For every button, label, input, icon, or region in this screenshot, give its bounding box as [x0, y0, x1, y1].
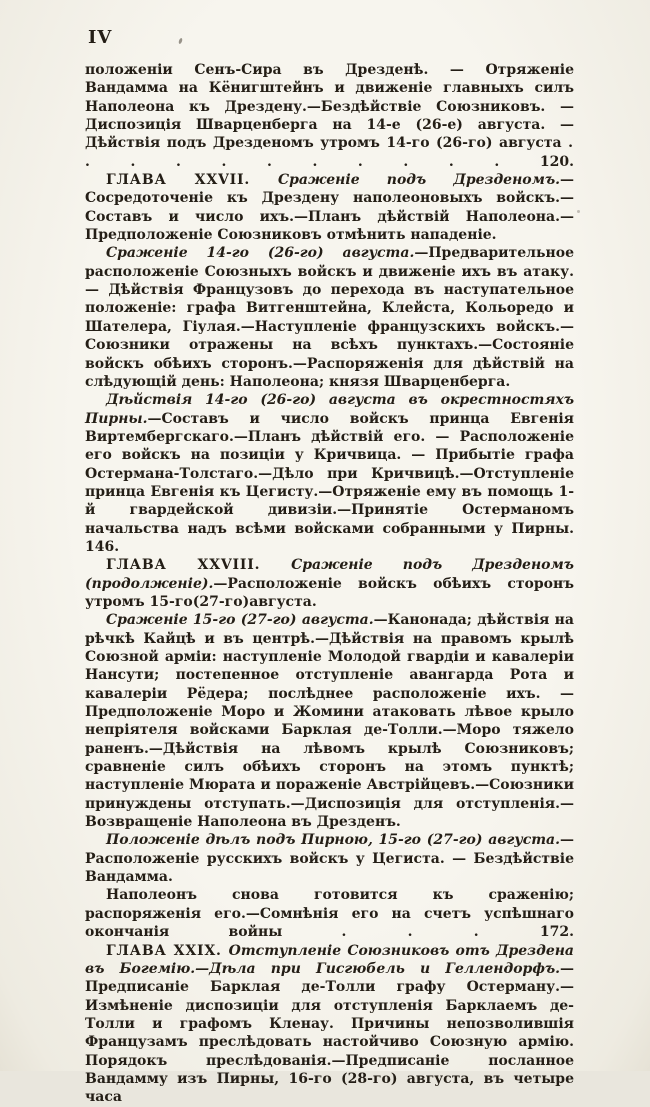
toc-entry-srazhenie-15 — [85, 611, 574, 831]
toc-entry-srazhenie-14 — [85, 244, 574, 391]
entry-text: —Предписаніе Барклая де-Толли графу Остерману.—Измѣненіе диспозиціи для отступленія Барклаемъ де-Толли и графомъ Кленау. Причины непозволившія Французамъ преслѣдовать настойчиво Союзную армію. Порядокъ преслѣдованія.—Предписаніе посланное Вандамму изъ Пирны, 16-го (28-го) августа, въ четыре часа — [85, 961, 574, 1105]
chapter-label: ГЛАВА XXVII. — [106, 172, 278, 188]
page-number: IV — [88, 27, 112, 48]
entry-text: —Сосредоточеніе къ Дрездену наполеоновыхъ войскъ.—Составъ и число ихъ.—Планъ дѣйствій Наполеона.—Предположеніе Союзниковъ отмѣнить нападеніе. — [85, 172, 574, 243]
entry-text: —Составъ и число войскъ принца Евгенія Виртембергскаго.—Планъ дѣйствій его. — Расположеніе его войскъ на позиціи у Кричвица. — Прибытіе графа Остермана-Толстаго.—Дѣло при Кричвицѣ.—Отступленіе принца Евгенія къ Цегисту.—Отряженіе ему въ помощь 1-й гвардейской дивизіи.—Принятіе Остерманомъ начальства надъ всѣми войсками собранными у Пирны. — [85, 411, 574, 537]
page-ref: 146. — [85, 539, 119, 555]
page-ref: 172. — [540, 924, 574, 940]
entry-title: Отступленіе Союзниковъ отъ Дрездена въ Богемію.—Дѣла при Гисгюбель и Геллендорфъ. — [85, 943, 574, 977]
table-of-contents — [85, 61, 574, 1107]
toc-entry-deystviya-14 — [85, 391, 574, 556]
entry-title: Сраженіе подъ Дрезденомъ (продолженіе). — [85, 557, 574, 591]
entry-title: Положеніе дѣлъ подъ Пирною, 15-го (27-го) августа. — [106, 832, 560, 848]
entry-text: —Предварительное расположеніе Союзныхъ войскъ и движеніе ихъ въ атаку. — Дѣйствія Французовъ до перехода въ наступательное положеніе: графа Витгенштейна, Клейста, Кольоредо и Шателера, Гіулая.—Наступленіе французскихъ войскъ.—Союзники отражены на всѣхъ пунктахъ.—Состояніе войскъ обѣихъ сторонъ.—Распоряженія для дѣйствій на слѣдующій день: Наполеона; князя Шварценберга. — [85, 245, 574, 389]
entry-text: —Расположеніе войскъ обѣихъ сторонъ утромъ 15-го(27-го)августа. — [85, 576, 574, 610]
entry-title: Сраженіе подъ Дрезденомъ. — [278, 172, 560, 188]
toc-entry-chapter-28 — [85, 556, 574, 611]
entry-text: —Расположеніе русскихъ войскъ у Цегиста. — Бездѣйствіе Вандамма. — [85, 832, 574, 885]
entry-title: Сраженіе 15-го (27-го) августа. — [106, 612, 374, 628]
ink-speck — [178, 38, 183, 45]
entry-text: положеніи Сенъ-Сира въ Дрезденѣ. — Отряженіе Вандамма на Кёнигштейнъ и движеніе главныхъ силъ Наполеона къ Дрездену.—Бездѣйствіе Союзниковъ. — Диспозиція Шварценберга на 14-е (26-е) августа. — Дѣйствія подъ Дрезденомъ утромъ 14-го (26-го) августа — [85, 62, 574, 151]
toc-entry-continuation — [85, 61, 574, 171]
toc-entry-chapter-27 — [85, 171, 574, 244]
entry-title: Сраженіе 14-го (26-го) августа. — [106, 245, 414, 261]
entry-text: —Канонада; дѣйствія на рѣчкѣ Кайцѣ и въ центрѣ.—Дѣйствія на правомъ крылѣ Союзной арміи: наступленіе Молодой гвардіи и кавалеріи Нансути; постепенное отступленіе авангарда Рота и кавалеріи Рёдера; послѣднее расположеніе ихъ. — Предположеніе Моро и Жомини атаковать лѣвое крыло непріятеля войсками Барклая де-Толли.—Моро тяжело раненъ.—Дѣйствія на лѣвомъ крылѣ Союзниковъ; сравненіе силъ обѣихъ сторонъ на этомъ пунктѣ; наступленіе Мюрата и пораженіе Австрійцевъ.—Союзники принуждены отступать.—Диспозиція для отступленія.—Возвращеніе Наполеона въ Дрезденъ. — [85, 612, 574, 830]
dot-leader: . . . . . . . . . . . — [85, 135, 574, 169]
dot-leader: . . . — [342, 924, 540, 940]
chapter-label: ГЛАВА XXVIII. — [106, 557, 291, 573]
toc-entry-polozhenie-del — [85, 831, 574, 886]
chapter-label: ГЛАВА XXIX. — [106, 943, 229, 959]
toc-entry-napoleon-snova — [85, 886, 574, 941]
entry-text: Наполеонъ снова готовится къ сраженію; распоряженія его.—Сомнѣнія его на счетъ успѣшнаго окончанія войны — [85, 887, 574, 940]
page-ref: 120. — [540, 154, 574, 170]
ink-speck — [577, 210, 580, 213]
toc-entry-chapter-29 — [85, 942, 574, 1107]
entry-title: Дѣйствія 14-го (26-го) августа въ окрестностяхъ Пирны. — [85, 392, 574, 426]
